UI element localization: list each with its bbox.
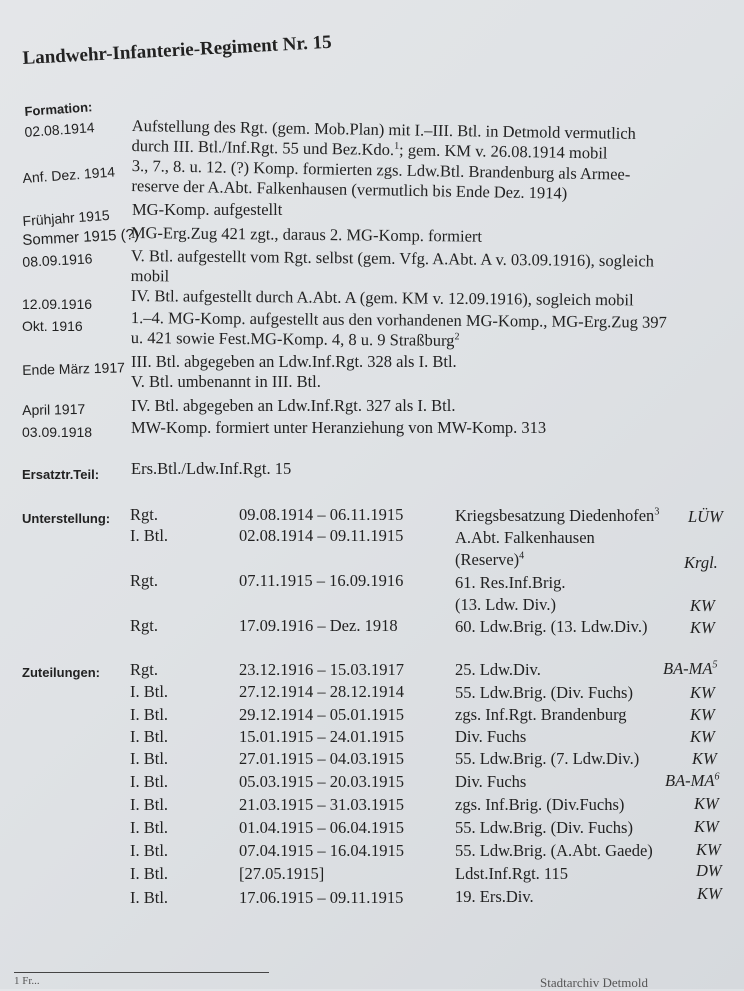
- period-cell: [27.05.1915]: [239, 864, 325, 883]
- assignment-cell: 61. Res.Inf.Brig.: [455, 573, 566, 592]
- source-cell: KW: [692, 749, 717, 768]
- assignment-cell: zgs. Inf.Brig. (Div.Fuchs): [455, 795, 625, 814]
- entry-line: V. Btl. umbenannt in III. Btl.: [131, 372, 321, 391]
- assignment-cell: A.Abt. Falkenhausen: [455, 528, 595, 547]
- source-cell: KW: [690, 727, 715, 746]
- unit-cell: I. Btl.: [130, 526, 169, 545]
- footnote-left: 1 Fr...: [14, 975, 40, 987]
- assignment-cell: 55. Ldw.Brig. (Div. Fuchs): [455, 683, 633, 702]
- unit-cell: I. Btl.: [130, 841, 169, 860]
- unit-cell: Rgt.: [130, 571, 158, 590]
- period-cell: 17.06.1915 – 09.11.1915: [239, 888, 404, 907]
- ersatz-heading: Ersatztr.Teil:: [22, 467, 100, 482]
- entry-line: mobil: [130, 265, 170, 286]
- entry-text: IV. Btl. abgegeben an Ldw.Inf.Rgt. 327 als I. Btl.: [131, 396, 456, 415]
- entry-text: [131, 352, 457, 392]
- source-cell: KW: [697, 884, 722, 903]
- entry-line: reserve der A.Abt. Falkenhausen (vermutlich bis Ende Dez. 1914): [131, 175, 568, 203]
- entry-text: IV. Btl. aufgestellt durch A.Abt. A (gem. KM v. 12.09.1916), sogleich mobil: [130, 286, 634, 310]
- formation-heading: Formation:: [24, 99, 93, 119]
- entry-line: 1.–4. MG-Komp. aufgestellt aus den vorhandenen MG-Komp., MG-Erg.Zug 397: [130, 308, 667, 332]
- assignment-cell: (Reserve)$^4$: [455, 550, 525, 569]
- period-cell: 02.08.1914 – 09.11.1915: [239, 526, 404, 545]
- assignment-cell: 55. Ldw.Brig. (Div. Fuchs): [455, 818, 633, 837]
- source-cell: KW: [690, 705, 715, 724]
- assignment-cell: Div. Fuchs: [455, 772, 527, 791]
- entry-line: u. 421 sowie Fest.MG-Komp. 4, 8 u. 9 Straßburg$^2$: [130, 327, 460, 350]
- source-cell: $BA-MA^5$: [663, 659, 718, 678]
- period-cell: 07.04.1915 – 16.04.1915: [239, 841, 404, 860]
- source-cell: KW: [690, 618, 715, 637]
- assignment-cell: (13. Ldw. Div.): [455, 595, 556, 614]
- assignment-cell: 55. Ldw.Brig. (7. Ldw.Div.): [455, 749, 640, 768]
- unit-cell: I. Btl.: [130, 727, 169, 746]
- assignment-cell: zgs. Inf.Rgt. Brandenburg: [455, 705, 627, 724]
- source-cell: DW: [696, 861, 722, 880]
- unit-cell: I. Btl.: [130, 705, 169, 724]
- source-cell: $BA-MA^6$: [665, 771, 720, 790]
- entry-line: III. Btl. abgegeben an Ldw.Inf.Rgt. 328 als I. Btl.: [131, 352, 457, 371]
- unit-cell: I. Btl.: [130, 682, 169, 701]
- assignment-cell: Ldst.Inf.Rgt. 115: [455, 864, 569, 883]
- period-cell: 07.11.1915 – 16.09.1916: [239, 571, 404, 590]
- entry-text: [131, 246, 654, 291]
- entry-date: Ende März 1917: [22, 359, 126, 378]
- entry-date: Sommer 1915 (?): [22, 225, 140, 249]
- assignment-cell: Kriegsbesatzung Diedenhofen$^3$: [455, 506, 660, 525]
- unterstellung-heading: Unterstellung:: [22, 511, 111, 526]
- source-cell: KW: [694, 794, 719, 813]
- period-cell: 05.03.1915 – 20.03.1915: [239, 772, 404, 791]
- entry-date: 08.09.1916: [22, 250, 93, 270]
- period-cell: 09.08.1914 – 06.11.1915: [239, 505, 404, 524]
- entry-line: 3., 7., 8. u. 12. (?) Komp. formierten zgs. Ldw.Btl. Brandenburg als Armee-: [131, 156, 631, 184]
- unit-cell: I. Btl.: [130, 795, 169, 814]
- source-cell: KW: [694, 817, 719, 836]
- entry-date: 12.09.1916: [22, 296, 93, 312]
- entry-date: Okt. 1916: [22, 318, 83, 334]
- footnote-right: Stadtarchiv Detmold: [540, 975, 648, 990]
- assignment-cell: 55. Ldw.Brig. (A.Abt. Gaede): [455, 841, 653, 860]
- source-cell: Krgl.: [684, 553, 718, 572]
- entry-date: Anf. Dez. 1914: [22, 163, 116, 186]
- entry-line: durch III. Btl./Inf.Rgt. 55 und Bez.Kdo.$^1$; gem. KM v. 26.08.1914 mobil: [131, 135, 608, 163]
- source-cell: KW: [690, 596, 715, 615]
- source-cell: KW: [690, 683, 715, 702]
- assignment-cell: 25. Ldw.Div.: [455, 660, 541, 679]
- assignment-cell: Div. Fuchs: [455, 727, 527, 746]
- period-cell: 27.01.1915 – 04.03.1915: [239, 749, 404, 768]
- unit-cell: Rgt.: [130, 505, 158, 524]
- source-cell: LÜW: [688, 507, 723, 526]
- period-cell: 23.12.1916 – 15.03.1917: [239, 660, 404, 679]
- entry-text: [131, 308, 667, 353]
- unit-cell: I. Btl.: [130, 749, 169, 768]
- entry-line: V. Btl. aufgestellt vom Rgt. selbst (gem. Vfg. A.Abt. A v. 03.09.1916), sogleich: [130, 246, 655, 271]
- entry-date: Frühjahr 1915: [22, 206, 111, 229]
- assignment-cell: 19. Ers.Div.: [455, 887, 534, 906]
- entry-text: [131, 156, 630, 205]
- zuteilungen-heading: Zuteilungen:: [22, 665, 100, 680]
- entry-text: MG-Komp. aufgestellt: [132, 200, 283, 219]
- unit-cell: I. Btl.: [130, 818, 169, 837]
- entry-line: Aufstellung des Rgt. (gem. Mob.Plan) mit I.–III. Btl. in Detmold vermutlich: [131, 116, 637, 143]
- entry-date: 02.08.1914: [24, 119, 96, 140]
- unit-cell: Rgt.: [130, 660, 158, 679]
- period-cell: 29.12.1914 – 05.01.1915: [239, 705, 404, 724]
- unit-cell: I. Btl.: [130, 888, 169, 907]
- period-cell: 21.03.1915 – 31.03.1915: [239, 795, 404, 814]
- period-cell: 01.04.1915 – 06.04.1915: [239, 818, 404, 837]
- ersatz-value: Ers.Btl./Ldw.Inf.Rgt. 15: [131, 459, 292, 478]
- period-cell: 27.12.1914 – 28.12.1914: [239, 682, 404, 701]
- period-cell: 15.01.1915 – 24.01.1915: [239, 727, 404, 746]
- unit-cell: I. Btl.: [130, 864, 169, 883]
- entry-date: 03.09.1918: [22, 424, 93, 440]
- page-title: Landwehr-Infanterie-Regiment Nr. 15: [22, 31, 333, 69]
- unit-cell: Rgt.: [130, 616, 158, 635]
- footnote-rule: [14, 972, 269, 973]
- period-cell: 17.09.1916 – Dez. 1918: [239, 616, 398, 635]
- entry-text: MW-Komp. formiert unter Heranziehung von MW-Komp. 313: [131, 418, 547, 437]
- entry-text: MG-Erg.Zug 421 zgt., daraus 2. MG-Komp. formiert: [130, 223, 483, 246]
- source-cell: KW: [696, 840, 721, 859]
- assignment-cell: 60. Ldw.Brig. (13. Ldw.Div.): [455, 617, 648, 636]
- entry-date: April 1917: [22, 400, 86, 418]
- unit-cell: I. Btl.: [130, 772, 169, 791]
